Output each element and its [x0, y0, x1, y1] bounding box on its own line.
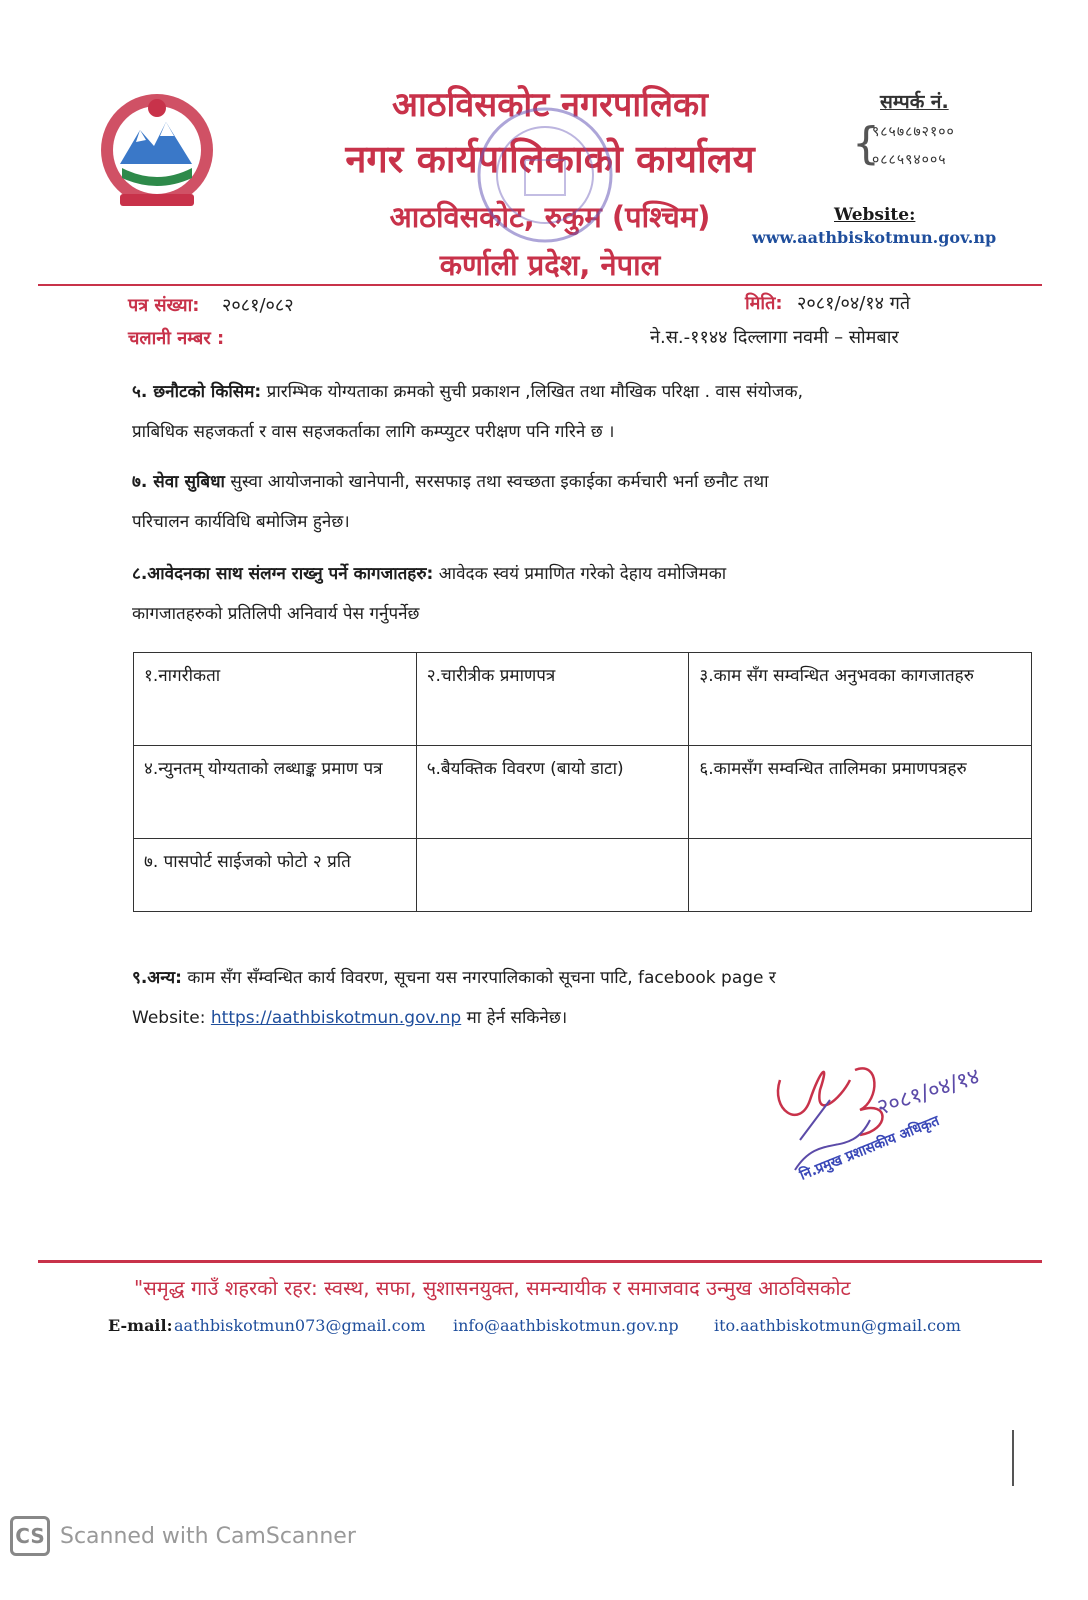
ref-number-value: २०८१/०८२	[222, 295, 294, 316]
table-row	[134, 839, 1032, 912]
section-8-text-1: आवेदक स्वयं प्रमाणित गरेको देहाय वमोजिमका	[433, 564, 727, 584]
nepal-emblem-logo	[92, 86, 222, 214]
section-8	[132, 554, 952, 634]
website-url[interactable]: www.aathbiskotmun.gov.np	[752, 228, 997, 247]
table-cell: ४.न्युनतम् योग्यताको लब्धाङ्क प्रमाण पत्र	[134, 746, 417, 839]
section-7-text-1: सुस्वा आयोजनाको खानेपानी, सरसफाइ तथा स्वच्छता इकाईका कर्मचारी भर्ना छनौट तथा	[224, 472, 769, 492]
section-9-website-label: Website:	[132, 1008, 211, 1028]
contact-brace: {	[852, 118, 880, 169]
office-location: आठविसकोट, रुकुम (पश्चिम)	[389, 200, 711, 234]
contact-phone-1: ९८५७८७२१००	[872, 124, 955, 140]
municipality-name: आठविसकोट नगरपालिका	[392, 85, 708, 125]
documents-table	[133, 652, 1032, 912]
signature-block	[760, 1040, 1020, 1200]
section-9-website-link[interactable]: https://aathbiskotmun.gov.np	[210, 1008, 462, 1028]
table-cell: ६.कामसँग सम्वन्धित तालिमका प्रमाणपत्रहरु	[689, 746, 1032, 839]
email-link-2[interactable]: info@aathbiskotmun.gov.np	[453, 1316, 679, 1335]
table-row	[134, 653, 1032, 746]
website-label: Website:	[834, 205, 916, 225]
section-8-text-2: कागजातहरुको प्रतिलिपी अनिवार्य पेस गर्नुपर्नेछ	[132, 604, 420, 624]
signature-date-scribble: २०८१/०४/१४	[874, 1064, 984, 1121]
margin-mark	[1012, 1430, 1014, 1486]
camscanner-watermark: Scanned with CamScanner	[60, 1524, 356, 1549]
section-7-title: ७. सेवा सुबिधा	[132, 472, 225, 492]
camscanner-logo-icon: CS	[10, 1516, 50, 1556]
ref-number-label: पत्र संख्या:	[128, 295, 200, 316]
handwritten-signature	[760, 1040, 1020, 1200]
nepal-sambat-date: ने.स.-११४४ दिल्लागा नवमी – सोमबार	[650, 327, 899, 348]
contact-phone-2: ०८८५९४००५	[872, 152, 947, 168]
email-link-1[interactable]: aathbiskotmun073@gmail.com	[174, 1316, 426, 1335]
section-5-title: ५. छनौटको किसिम:	[132, 382, 262, 402]
section-8-title: ८.आवेदनका साथ संलग्न राख्नु पर्ने कागजातहरु:	[132, 564, 434, 584]
dispatch-number-label: चलानी नम्बर :	[128, 328, 225, 349]
contact-label: सम्पर्क नं.	[880, 91, 949, 113]
table-row	[134, 746, 1032, 839]
signature-title: नि.प्रमुख प्रशासकीय अधिकृत	[797, 1113, 942, 1184]
table-cell: १.नागरीकता	[134, 653, 417, 746]
section-5-text-2: प्राबिधिक सहजकर्ता र वास सहजकर्ताका लागि कम्प्युटर परीक्षण पनि गरिने छ ।	[132, 422, 615, 442]
table-cell: ७. पासपोर्ट साईजको फोटो २ प्रति	[134, 839, 417, 912]
section-7-text-2: परिचालन कार्यविधि बमोजिम हुनेछ।	[132, 512, 350, 532]
email-link-3[interactable]: ito.aathbiskotmun@gmail.com	[714, 1316, 961, 1335]
section-5	[132, 372, 952, 452]
header-divider	[38, 284, 1042, 286]
table-cell: ३.काम सँग सम्वन्धित अनुभवका कागजातहरु	[689, 653, 1032, 746]
section-9-title: ९.अन्य:	[132, 968, 182, 988]
section-9-text-2: मा हेर्न सकिनेछ।	[461, 1008, 568, 1028]
section-5-text-1: प्रारम्भिक योग्यताका क्रमको सुची प्रकाशन ,लिखित तथा मौखिक परिक्षा . वास संयोजक,	[261, 382, 803, 402]
footer-slogan: "समृद्ध गाउँ शहरको रहर: स्वस्थ, सफा, सुशासनयुक्त, समन्यायीक र समाजवाद उन्मुख आठविसकोट	[134, 1276, 851, 1300]
section-9	[132, 958, 952, 1038]
table-cell: २.चारीत्रीक प्रमाणपत्र	[416, 653, 689, 746]
office-name: नगर कार्यपालिकाको कार्यालय	[345, 137, 755, 181]
date-label: मिति:	[745, 293, 783, 314]
table-cell	[416, 839, 689, 912]
email-label: E-mail:	[108, 1316, 173, 1335]
date-value: २०८१/०४/१४ गते	[797, 293, 911, 314]
table-cell: ५.बैयक्तिक विवरण (बायो डाटा)	[416, 746, 689, 839]
office-stamp	[470, 100, 620, 250]
table-cell	[689, 839, 1032, 912]
section-9-text-1: काम सँग सँम्वन्धित कार्य विवरण, सूचना यस नगरपालिकाको सूचना पाटि, facebook page र	[181, 968, 776, 988]
section-7	[132, 462, 952, 542]
footer-divider	[38, 1260, 1042, 1263]
province-name: कर्णाली प्रदेश, नेपाल	[439, 248, 661, 282]
